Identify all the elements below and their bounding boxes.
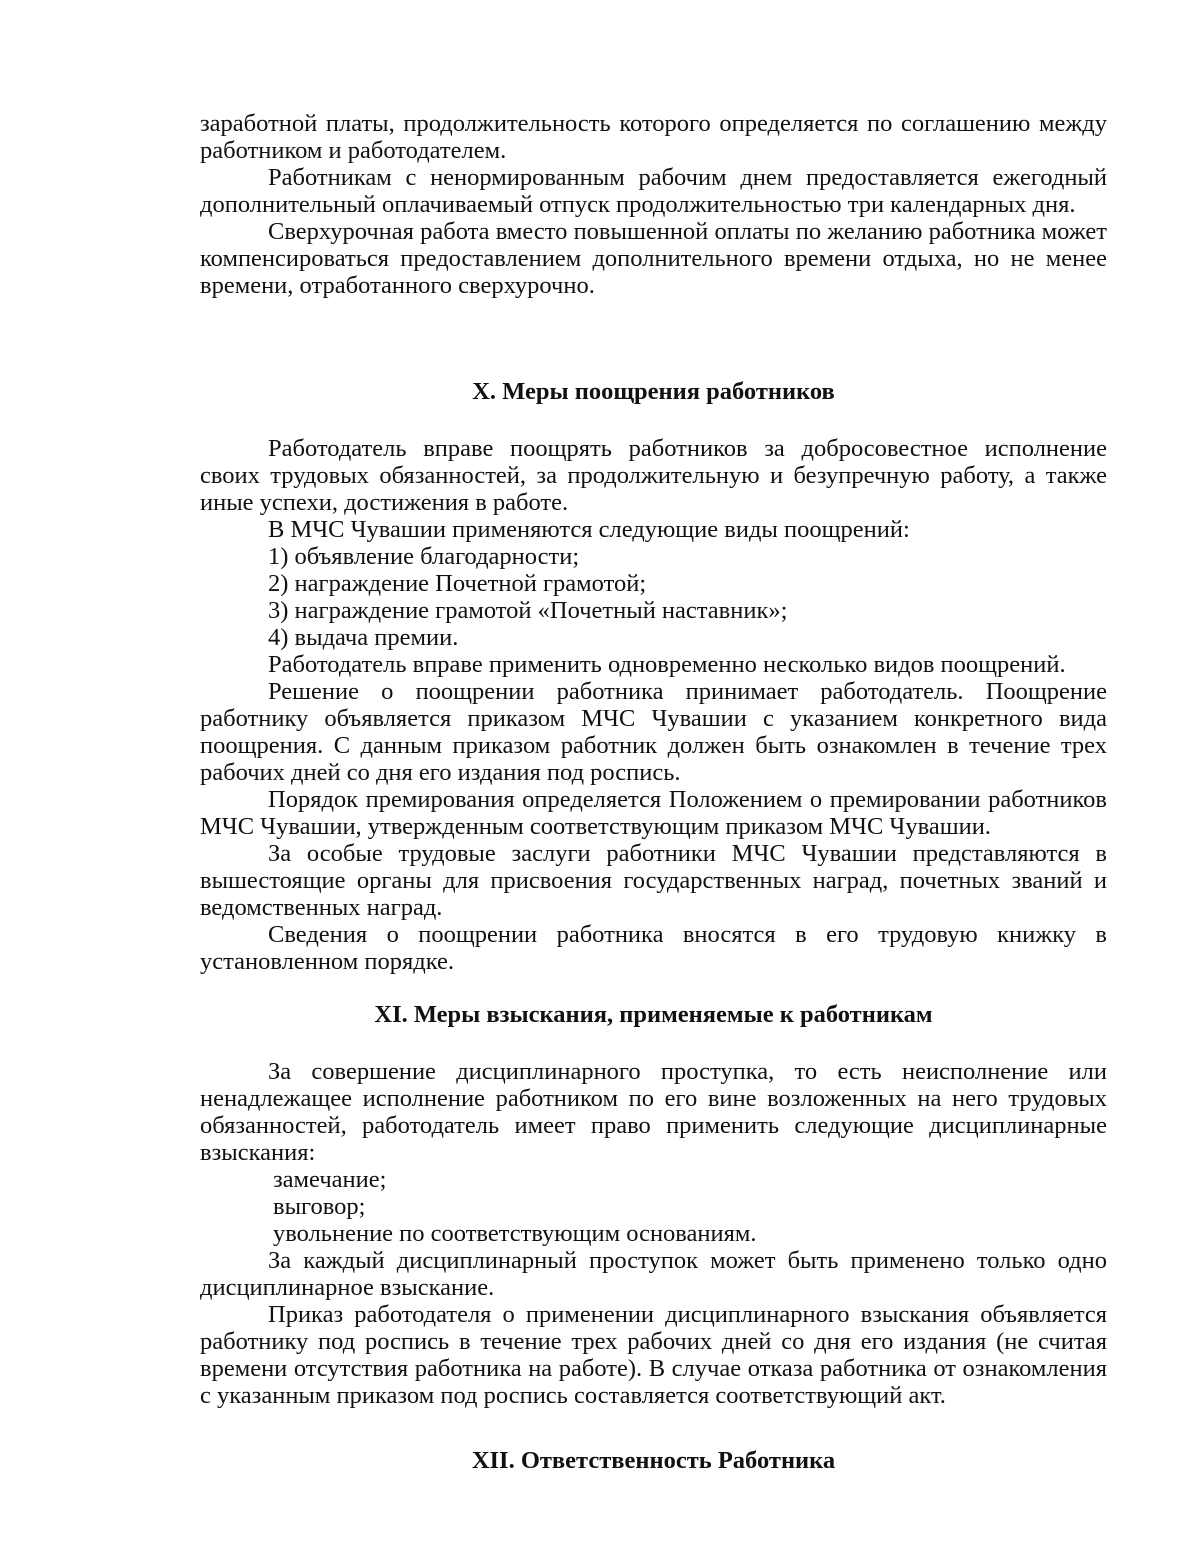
penalty-list-item: увольнение по соответствующим основаниям. — [273, 1220, 757, 1247]
penalty-list-item: замечание; — [273, 1166, 387, 1193]
section-xi-paragraph-1: За совершение дисциплинарного проступка, то есть неисполнение или ненадлежащее исполнение работником по его вине возложенных на него трудовых обязанностей, работодатель имеет право применить следующие дисциплинарные взыскания: — [200, 1058, 1107, 1166]
document-body — [200, 110, 1107, 1474]
reward-list-item: 3) награждение грамотой «Почетный наставник»; — [268, 597, 788, 624]
section-x-paragraph-6: За особые трудовые заслуги работники МЧС Чувашии представляются в вышестоящие органы для присвоения государственных наград, почетных званий и ведомственных наград. — [200, 840, 1107, 921]
reward-list-item: 4) выдача премии. — [268, 624, 459, 651]
section-xi-heading: XI. Меры взыскания, применяемые к работникам — [374, 1001, 933, 1028]
penalty-list-item: выговор; — [273, 1193, 366, 1220]
intro-paragraph-3: Сверхурочная работа вместо повышенной оплаты по желанию работника может компенсироваться предоставлением дополнительного времени отдыха, но не менее времени, отработанного сверхурочно. — [200, 218, 1107, 299]
section-x-paragraph-5: Порядок премирования определяется Положением о премировании работников МЧС Чувашии, утвержденным соответствующим приказом МЧС Чувашии. — [200, 786, 1107, 840]
intro-paragraph-2: Работникам с ненормированным рабочим днем предоставляется ежегодный дополнительный оплачиваемый отпуск продолжительностью три календарных дня. — [200, 164, 1107, 218]
section-x-paragraph-7: Сведения о поощрении работника вносятся в его трудовую книжку в установленном порядке. — [200, 921, 1107, 975]
section-xi-paragraph-3: Приказ работодателя о применении дисциплинарного взыскания объявляется работнику под роспись в течение трех рабочих дней со дня его издания (не считая времени отсутствия работника на работе). В случае отказа работника от ознакомления с указанным приказом под роспись составляется соответствующий акт. — [200, 1301, 1107, 1409]
section-x-paragraph-3: Работодатель вправе применить одновременно несколько видов поощрений. — [268, 651, 1066, 678]
section-x-paragraph-4: Решение о поощрении работника принимает работодатель. Поощрение работнику объявляется приказом МЧС Чувашии с указанием конкретного вида поощрения. С данным приказом работник должен быть ознакомлен в течение трех рабочих дней со дня его издания под роспись. — [200, 678, 1107, 786]
section-x-paragraph-1: Работодатель вправе поощрять работников за добросовестное исполнение своих трудовых обязанностей, за продолжительную и безупречную работу, а также иные успехи, достижения в работе. — [200, 435, 1107, 516]
reward-list-item: 1) объявление благодарности; — [268, 543, 580, 570]
section-x-paragraph-2: В МЧС Чувашии применяются следующие виды поощрений: — [268, 516, 910, 543]
reward-list-item: 2) награждение Почетной грамотой; — [268, 570, 647, 597]
intro-paragraph-1: заработной платы, продолжительность которого определяется по соглашению между работником и работодателем. — [200, 110, 1107, 164]
section-x-heading: X. Меры поощрения работников — [472, 378, 835, 405]
section-xi-paragraph-2: За каждый дисциплинарный проступок может быть применено только одно дисциплинарное взыскание. — [200, 1247, 1107, 1301]
section-xii-heading: XII. Ответственность Работника — [471, 1447, 836, 1474]
